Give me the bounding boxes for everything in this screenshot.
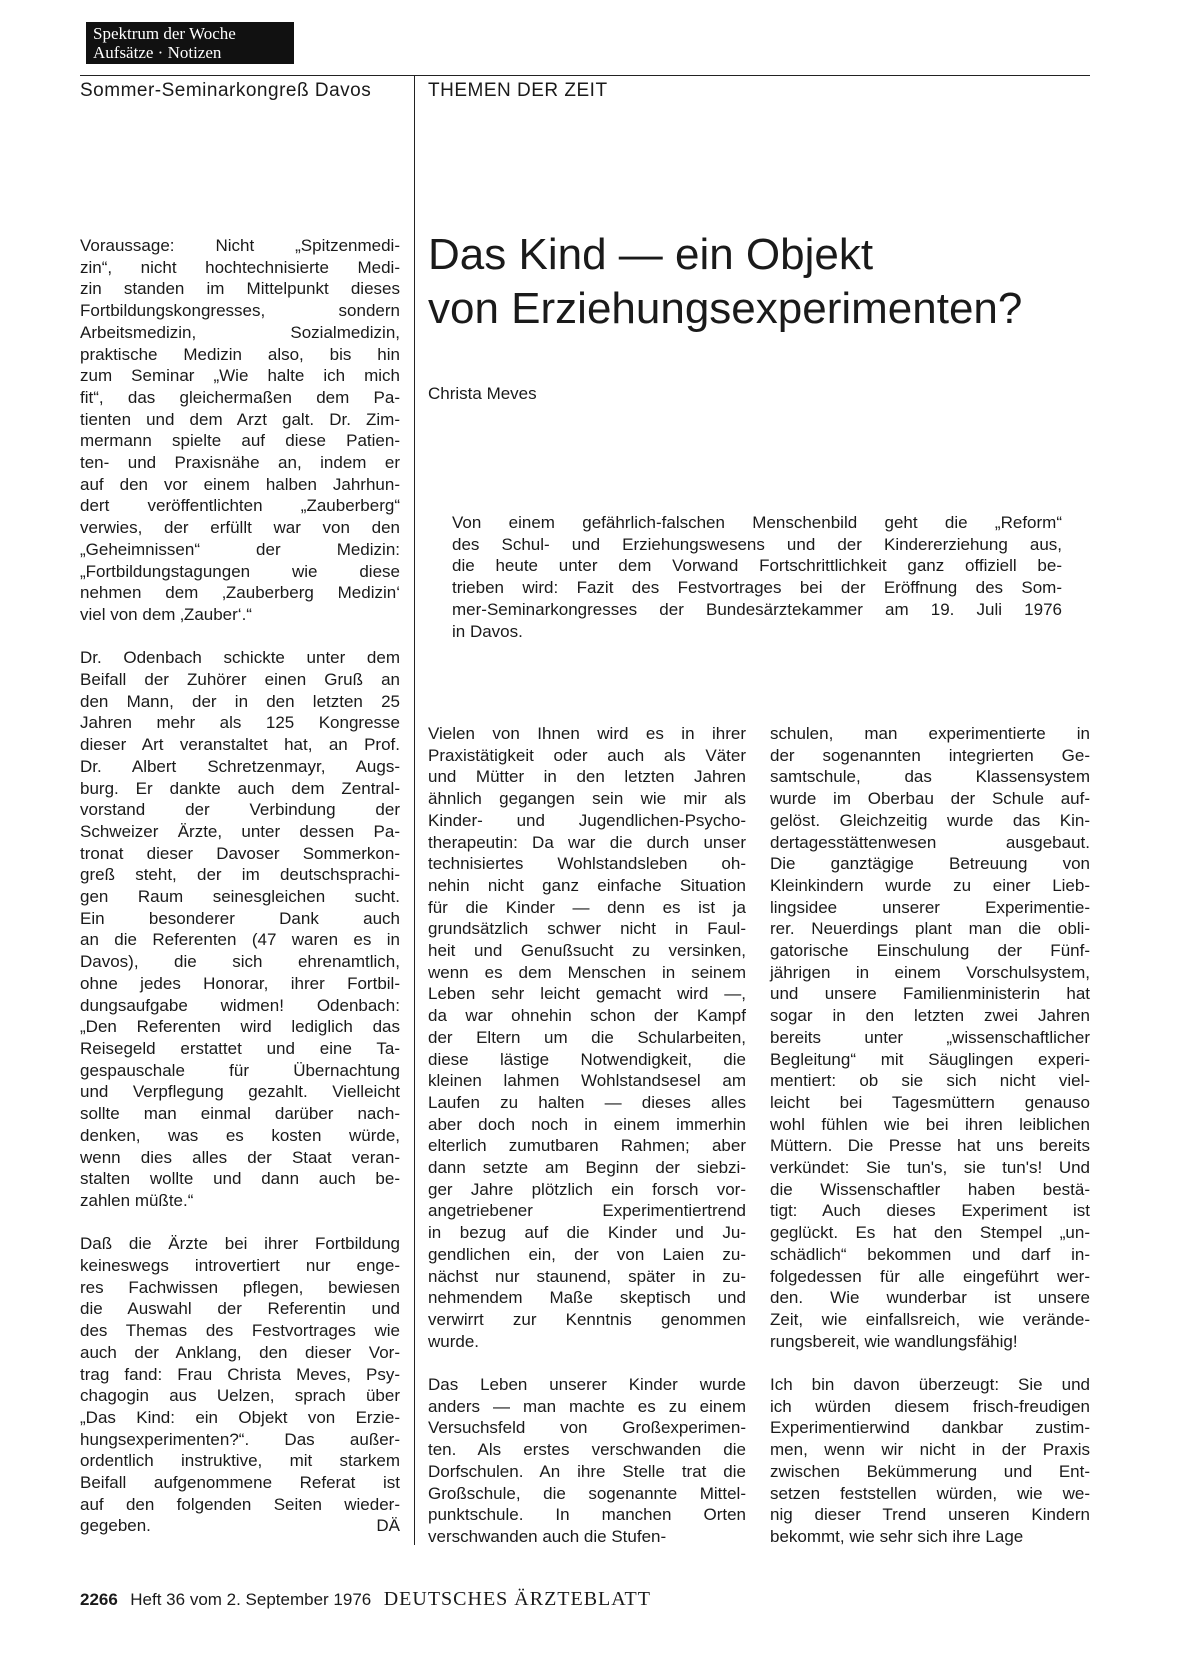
text-line: Das Leben unserer Kinder wurde	[428, 1375, 746, 1395]
text-line: Von einem gefährlich-falschen Menschenbild geht die „Reform“	[452, 513, 1062, 532]
text-line: dertagesstättenwesen ausgebaut.	[770, 832, 1090, 852]
text-line: bekommt, wie sehr sich ihre Lage	[770, 1527, 1024, 1546]
text-line: und Verpflegung gezahlt. Vielleicht	[80, 1082, 400, 1102]
text-line: schädlich“ bekommen und darf in-	[770, 1244, 1090, 1264]
text-line: auf den folgenden Seiten wieder-	[80, 1494, 400, 1514]
text-line: sollte man einmal darüber nach-	[80, 1104, 400, 1124]
text-line: vorstand der Verbindung der	[80, 800, 400, 820]
text-line: Voraussage: Nicht „Spitzenmedi-	[80, 236, 400, 255]
text-line: samtschule, das Klassensystem	[770, 767, 1090, 787]
text-line: kleinen lahmen Wohlstandsesel am	[428, 1071, 746, 1091]
text-line: tienten und dem Arzt galt. Dr. Zim-	[80, 409, 400, 429]
text-line: rungsbereit, wie wandlungsfähig!	[770, 1331, 1018, 1351]
text-line: Fortbildungskongresses, sondern	[80, 301, 400, 321]
text-line: Praxistätigkeit oder auch als Väter	[428, 745, 746, 765]
text-line: ger Jahre plötzlich ein forsch vor-	[428, 1179, 746, 1199]
text-line: diese lästige Notwendigkeit, die	[428, 1049, 746, 1069]
text-line: Leben sehr leicht gemacht wird —,	[428, 984, 746, 1004]
text-line: grundsätzlich schwer nicht in Faul-	[428, 919, 746, 939]
page-number: 2266	[80, 1590, 118, 1609]
text-line: greß steht, der im deutschsprachi-	[80, 865, 400, 885]
paragraph	[428, 723, 746, 1352]
text-line: keineswegs introvertiert nur enge-	[80, 1256, 400, 1276]
text-line: die heute unter dem Vorwand Fortschrittlichkeit ganz offiziell be-	[452, 556, 1062, 576]
text-line: ten- und Praxisnähe an, indem er	[80, 453, 400, 473]
text-line: gatorische Einschulung der Fünf-	[770, 941, 1090, 961]
text-line: die Auswahl der Referentin und	[80, 1299, 400, 1319]
text-line: nig dieser Trend unseren Kindern	[770, 1505, 1090, 1525]
text-line: elterlich zumutbaren Rahmen; aber	[428, 1136, 746, 1156]
article-title-line1: Das Kind — ein Objekt	[428, 230, 874, 279]
middle-column-text	[428, 723, 746, 1548]
section-badge-line2: Aufsätze · Notizen	[93, 43, 222, 62]
text-line: zin standen im Mittelpunkt dieses	[80, 279, 400, 299]
text-line: viel von dem ‚Zauber‘.“	[80, 604, 252, 624]
text-line: trag fand: Frau Christa Meves, Psy-	[80, 1364, 400, 1384]
text-line: Kinder- und Jugendlichen-Psycho-	[428, 810, 746, 830]
text-line: Dorfschulen. An ihre Stelle trat die	[428, 1461, 746, 1481]
text-line: der sogenannten integrierten Ge-	[770, 745, 1090, 765]
paragraph	[80, 1233, 400, 1537]
text-line: lingsidee unserer Experimentie-	[770, 897, 1090, 917]
text-line: des Schul- und Erziehungswesens und der Kindererziehung aus,	[452, 534, 1062, 554]
text-line: Begleitung“ mit Säuglingen experi-	[770, 1049, 1090, 1069]
text-line: nächst nur staunend, später in zu-	[428, 1266, 746, 1286]
text-line: verschwanden auch die Stufen-	[428, 1527, 667, 1546]
text-line: der Eltern um die Schularbeiten,	[428, 1027, 746, 1047]
text-line: auch der Anklang, den dieser Vor-	[80, 1342, 400, 1362]
text-line: gespauschale für Übernachtung	[80, 1060, 400, 1080]
text-line: dann setzte am Beginn der siebzi-	[428, 1158, 746, 1178]
text-line: Beifall aufgenommene Referat ist	[80, 1473, 400, 1493]
text-line: Daß die Ärzte bei ihrer Fortbildung	[80, 1234, 400, 1254]
left-rubric: Sommer-Seminarkongreß Davos	[80, 80, 372, 101]
text-line: für die Kinder — denn es ist ja	[428, 897, 746, 917]
text-line: den Mann, der in den letzten 25	[80, 691, 400, 711]
text-line: verkündet: Sie tun's, sie tun's! Und	[770, 1158, 1090, 1178]
text-line: Versuchsfeld von Großexperimen-	[428, 1418, 746, 1438]
article-title	[428, 228, 1068, 336]
text-line: Schweizer Ärzte, unter dessen Pa-	[80, 821, 400, 841]
left-column-text	[80, 235, 400, 1537]
text-line: Ich bin davon überzeugt: Sie und	[770, 1375, 1090, 1395]
text-line: trieben wird: Fazit des Festvortrages bei der Eröffnung des Som-	[452, 578, 1062, 598]
text-line: setzen feststellen würden, wie we-	[770, 1483, 1090, 1503]
text-line: Beifall der Zuhörer einen Gruß an	[80, 670, 400, 690]
text-line: Zeit, wie einfallsreich, wie verände-	[770, 1309, 1090, 1329]
text-line: ich würden diesem frisch-freudigen	[770, 1396, 1090, 1416]
text-line: men, wenn wir nicht in der Praxis	[770, 1440, 1090, 1460]
text-line: Kleinkindern wurde zu einer Lieb-	[770, 875, 1090, 895]
text-line: Laufen zu halten — dieses alles	[428, 1092, 746, 1112]
text-line: leicht bei Tagesmüttern genauso	[770, 1092, 1090, 1112]
text-line: „Geheimnissen“ der Medizin:	[80, 539, 400, 559]
article-lead	[452, 512, 1062, 642]
text-line: heit und Genußsucht zu versinken,	[428, 941, 746, 961]
right-column-text	[770, 723, 1090, 1548]
text-line: res Fachwissen pflegen, bewiesen	[80, 1277, 400, 1297]
text-line: mer-Seminarkongresses der Bundesärztekammer am 19. Juli 1976	[452, 599, 1062, 619]
text-line: nehmendem Maße skeptisch und	[428, 1288, 746, 1308]
text-line: jährigen in einem Vorschulsystem,	[770, 962, 1090, 982]
header-rule	[80, 75, 1090, 76]
text-line: Dr. Odenbach schickte unter dem	[80, 648, 400, 668]
text-line: ähnlich gegangen sein wie mir als	[428, 789, 746, 809]
paragraph	[80, 647, 400, 1211]
text-line: denken, was es kosten würde,	[80, 1125, 400, 1145]
text-line: „Den Referenten wird lediglich das	[80, 1017, 400, 1037]
text-line: stalten wollte und dann auch be-	[80, 1169, 400, 1189]
text-line: verwies, der erfüllt war von den	[80, 518, 400, 538]
text-line: wenn dies alles der Staat veran-	[80, 1147, 400, 1167]
text-line: zahlen müßte.“	[80, 1190, 194, 1210]
text-line: dungsaufgabe widmen! Odenbach:	[80, 995, 400, 1015]
text-line: in Davos.	[452, 621, 523, 641]
text-line: therapeutin: Da war die durch unser	[428, 832, 746, 852]
text-line: Reisegeld erstattet und eine Ta-	[80, 1039, 400, 1058]
text-line: Arbeitsmedizin, Sozialmedizin,	[80, 322, 400, 342]
text-line: „Fortbildungstagungen wie diese	[80, 561, 400, 581]
text-line: und Mütter in den letzten Jahren	[428, 767, 746, 787]
text-line: tigt: Auch dieses Experiment ist	[770, 1201, 1090, 1221]
text-line: mentiert: ob sie sich nicht viel-	[770, 1071, 1090, 1091]
text-line: Müttern. Die Presse hat uns bereits	[770, 1136, 1090, 1156]
text-line: schulen, man experimentierte in	[770, 724, 1090, 743]
text-line: punktschule. In manchen Orten	[428, 1505, 746, 1525]
signature: DÄ	[376, 1516, 400, 1536]
text-line: Ein besonderer Dank auch	[80, 908, 400, 928]
text-line: den. Wie wunderbar ist unsere	[770, 1288, 1090, 1308]
column-divider	[414, 75, 415, 1545]
text-line: des Themas des Festvortrages wie	[80, 1321, 400, 1341]
text-line: mermann spielte auf diese Patien-	[80, 431, 400, 451]
text-line: gendlichen ein, der von Laien zu-	[428, 1244, 746, 1264]
text-line: gen Raum seinesgleichen sucht.	[80, 887, 400, 907]
text-line: in bezug auf die Kinder und Ju-	[428, 1223, 746, 1243]
text-line: Davos), die sich ehrenamtlich,	[80, 952, 400, 972]
paragraph	[428, 1374, 746, 1548]
text-line: dieser Art veranstaltet hat, an Prof.	[80, 735, 400, 755]
paragraph	[770, 1374, 1090, 1548]
text-line: anders — man machte es zu einem	[428, 1396, 746, 1416]
text-line: da war ohnehin schon der Kampf	[428, 1006, 746, 1026]
text-line: wohl fühlen wie bei ihren leiblichen	[770, 1114, 1090, 1134]
text-line: dert veröffentlichten „Zauberberg“	[80, 496, 400, 516]
text-line: tronat dieser Davoser Sommerkon-	[80, 843, 400, 863]
page-footer	[80, 1588, 651, 1611]
text-line: aber doch noch in einem immerhin	[428, 1114, 746, 1134]
text-line: nehmen dem ‚Zauberberg Medizin‘	[80, 583, 400, 603]
text-line: zin“, nicht hochtechnisierte Medi-	[80, 257, 400, 277]
text-line: ordentlich instruktive, mit starkem	[80, 1451, 400, 1471]
right-rubric: THEMEN DER ZEIT	[428, 80, 608, 101]
text-line: angetriebener Experimentiertrend	[428, 1201, 746, 1221]
text-line: nehin nicht ganz einfache Situation	[428, 875, 746, 895]
text-line: an die Referenten (47 waren es in	[80, 930, 400, 950]
text-line: und unsere Familienministerin hat	[770, 984, 1090, 1004]
text-line: Die ganztägige Betreuung von	[770, 854, 1090, 874]
journal-name: DEUTSCHES ÄRZTEBLATT	[383, 1588, 651, 1610]
paragraph	[770, 723, 1090, 1352]
text-line: Dr. Albert Schretzenmayr, Augs-	[80, 756, 400, 776]
text-line: die Wissenschaftler haben bestä-	[770, 1179, 1090, 1199]
text-line: rer. Neuerdings plant man die obli-	[770, 919, 1090, 939]
text-line: praktische Medizin also, bis hin	[80, 344, 400, 364]
text-line: zum Seminar „Wie halte ich mich	[80, 366, 400, 386]
text-line: ten. Als erstes verschwanden die	[428, 1440, 746, 1460]
text-line: folgedessen für alle eingeführt wer-	[770, 1266, 1090, 1286]
text-line: zwischen Bekümmerung und Ent-	[770, 1461, 1090, 1481]
paragraph	[80, 235, 400, 626]
text-line: geglückt. Es hat den Stempel „un-	[770, 1223, 1090, 1243]
text-line: Vielen von Ihnen wird es in ihrer	[428, 724, 746, 743]
article-author: Christa Meves	[428, 384, 537, 403]
text-line: Jahren mehr als 125 Kongresse	[80, 713, 400, 733]
text-line: gegeben. DÄ	[80, 1516, 400, 1536]
text-line: chagogin aus Uelzen, sprach über	[80, 1386, 400, 1406]
text-line: burg. Er dankte auch dem Zentral-	[80, 778, 400, 798]
text-line: wurde im Oberbau der Schule auf-	[770, 789, 1090, 809]
section-badge	[86, 22, 294, 64]
text-line: Großschule, die sogenannte Mittel-	[428, 1483, 746, 1503]
text-line: bereits unter „wissenschaftlicher	[770, 1027, 1090, 1047]
text-line: wenn es dem Menschen in seinem	[428, 962, 746, 982]
text-line: gelöst. Gleichzeitig wurde das Kin-	[770, 810, 1090, 830]
text-line: fit“, das gleichermaßen dem Pa-	[80, 387, 400, 407]
text-line: auf den vor einem halben Jahrhun-	[80, 474, 400, 494]
section-badge-line1: Spektrum der Woche	[93, 24, 236, 43]
text-line: ohne jedes Honorar, ihrer Fortbil-	[80, 973, 400, 993]
text-line: verwirrt zur Kenntnis genommen	[428, 1309, 746, 1329]
text-line: Experimentierwind dankbar zustim-	[770, 1418, 1090, 1438]
article-title-line2: von Erziehungsexperimenten?	[428, 284, 1023, 333]
text-line: sogar in den letzten zwei Jahren	[770, 1006, 1090, 1026]
text-line: wurde.	[428, 1331, 480, 1351]
text-line: hungsexperimenten?“. Das außer-	[80, 1429, 400, 1449]
text-line: technisiertes Wohlstandsleben oh-	[428, 854, 746, 874]
issue-info: Heft 36 vom 2. September 1976	[130, 1590, 372, 1609]
text-line: „Das Kind: ein Objekt von Erzie-	[80, 1407, 400, 1427]
